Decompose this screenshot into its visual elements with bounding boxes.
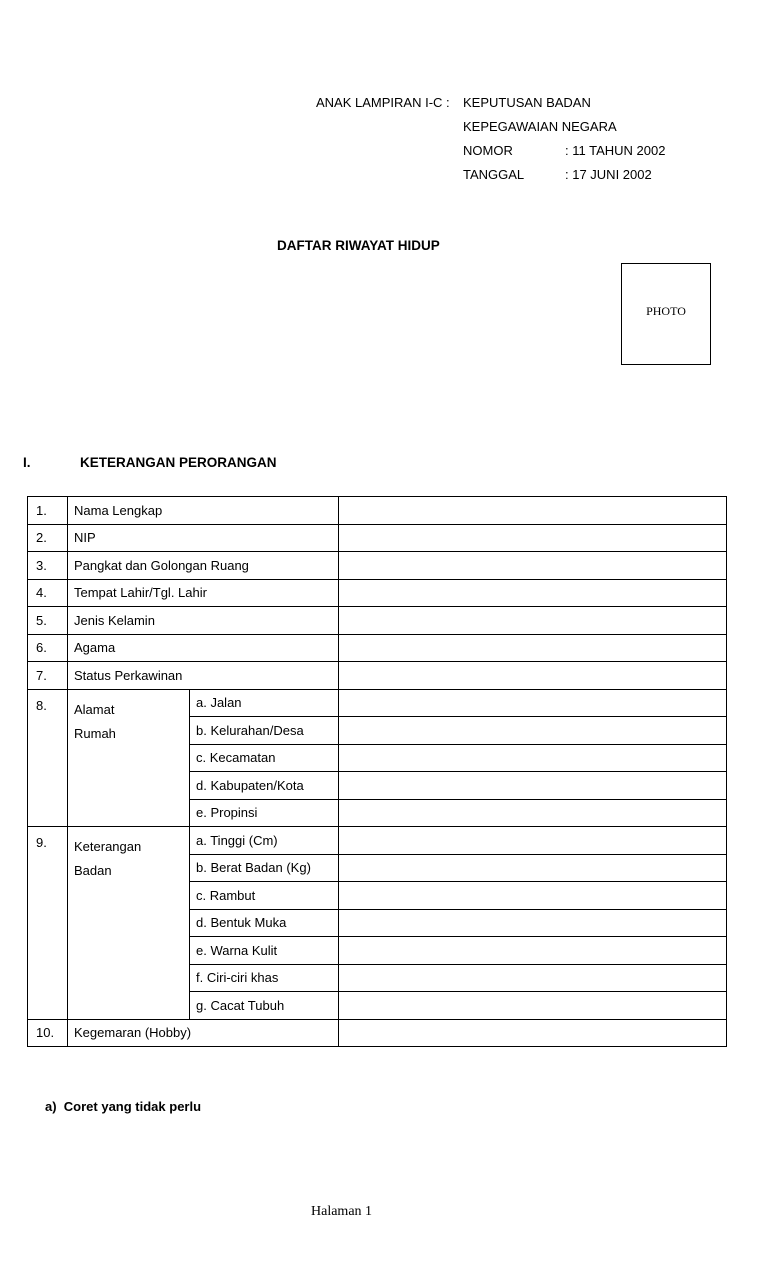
sub-label: e. Propinsi xyxy=(190,799,339,827)
nomor-label: NOMOR xyxy=(463,143,513,158)
sub-label: c. Rambut xyxy=(190,882,339,910)
warna-kulit-field[interactable] xyxy=(339,937,727,965)
hobby-field[interactable] xyxy=(339,1019,727,1047)
tanggal-value: : 17 JUNI 2002 xyxy=(565,167,652,182)
alamat-label-line1: Alamat xyxy=(74,701,115,717)
row-label: Kegemaran (Hobby) xyxy=(68,1019,339,1047)
row-number: 4. xyxy=(28,579,68,607)
propinsi-field[interactable] xyxy=(339,799,727,827)
table-row xyxy=(28,552,727,580)
document-title: DAFTAR RIWAYAT HIDUP xyxy=(277,238,440,253)
sub-label: b. Kelurahan/Desa xyxy=(190,717,339,745)
photo-box xyxy=(621,263,711,365)
row-label: Jenis Kelamin xyxy=(68,607,339,635)
bentuk-muka-field[interactable] xyxy=(339,909,727,937)
row-number: 5. xyxy=(28,607,68,635)
personal-info-table xyxy=(27,496,727,1047)
alamat-group-label xyxy=(68,689,190,827)
section-title: KETERANGAN PERORANGAN xyxy=(80,455,277,470)
kecamatan-field[interactable] xyxy=(339,744,727,772)
table-row xyxy=(28,689,727,717)
sub-label: d. Bentuk Muka xyxy=(190,909,339,937)
sub-label: g. Cacat Tubuh xyxy=(190,992,339,1020)
badan-group-label xyxy=(68,827,190,1020)
jalan-field[interactable] xyxy=(339,689,727,717)
table-row xyxy=(28,634,727,662)
cacat-tubuh-field[interactable] xyxy=(339,992,727,1020)
tempat-lahir-field[interactable] xyxy=(339,579,727,607)
row-number: 2. xyxy=(28,524,68,552)
row-number: 10. xyxy=(28,1019,68,1047)
kelurahan-field[interactable] xyxy=(339,717,727,745)
footnote: a) Coret yang tidak perlu xyxy=(45,1099,202,1114)
ciri-khas-field[interactable] xyxy=(339,964,727,992)
row-label: Pangkat dan Golongan Ruang xyxy=(68,552,339,580)
table-row xyxy=(28,497,727,525)
nip-field[interactable] xyxy=(339,524,727,552)
row-number: 9. xyxy=(28,827,68,1020)
table-row xyxy=(28,579,727,607)
row-number: 3. xyxy=(28,552,68,580)
sub-label: b. Berat Badan (Kg) xyxy=(190,854,339,882)
tanggal-label: TANGGAL xyxy=(463,167,525,182)
table-row xyxy=(28,827,727,855)
tinggi-field[interactable] xyxy=(339,827,727,855)
nomor-value: : 11 TAHUN 2002 xyxy=(565,143,666,158)
badan-label-line1: Keterangan xyxy=(74,839,142,854)
row-label: Nama Lengkap xyxy=(68,497,339,525)
row-number: 6. xyxy=(28,634,68,662)
row-label: NIP xyxy=(68,524,339,552)
badan-label-line2: Badan xyxy=(74,863,112,878)
sub-label: c. Kecamatan xyxy=(190,744,339,772)
alamat-label-line2: Rumah xyxy=(74,725,116,741)
agama-field[interactable] xyxy=(339,634,727,662)
nama-lengkap-field[interactable] xyxy=(339,497,727,525)
lampiran-value-line2: KEPEGAWAIAN NEGARA xyxy=(463,119,617,134)
row-number: 7. xyxy=(28,662,68,690)
berat-badan-field[interactable] xyxy=(339,854,727,882)
kabupaten-field[interactable] xyxy=(339,772,727,800)
row-label: Status Perkawinan xyxy=(68,662,339,690)
table-row xyxy=(28,607,727,635)
status-perkawinan-field[interactable] xyxy=(339,662,727,690)
pangkat-field[interactable] xyxy=(339,552,727,580)
row-number: 1. xyxy=(28,497,68,525)
photo-label: PHOTO xyxy=(646,304,686,318)
lampiran-label: ANAK LAMPIRAN I-C : xyxy=(316,95,450,110)
table-row xyxy=(28,524,727,552)
sub-label: a. Jalan xyxy=(190,689,339,717)
rambut-field[interactable] xyxy=(339,882,727,910)
page-number: Halaman 1 xyxy=(311,1204,373,1219)
sub-label: e. Warna Kulit xyxy=(190,937,339,965)
jenis-kelamin-field[interactable] xyxy=(339,607,727,635)
sub-label: f. Ciri-ciri khas xyxy=(190,964,339,992)
row-label: Tempat Lahir/Tgl. Lahir xyxy=(68,579,339,607)
sub-label: d. Kabupaten/Kota xyxy=(190,772,339,800)
section-number: I. xyxy=(23,455,31,470)
table-row xyxy=(28,662,727,690)
table-row xyxy=(28,1019,727,1047)
sub-label: a. Tinggi (Cm) xyxy=(190,827,339,855)
row-label: Agama xyxy=(68,634,339,662)
lampiran-value-line1: KEPUTUSAN BADAN xyxy=(463,95,591,110)
row-number: 8. xyxy=(28,689,68,827)
